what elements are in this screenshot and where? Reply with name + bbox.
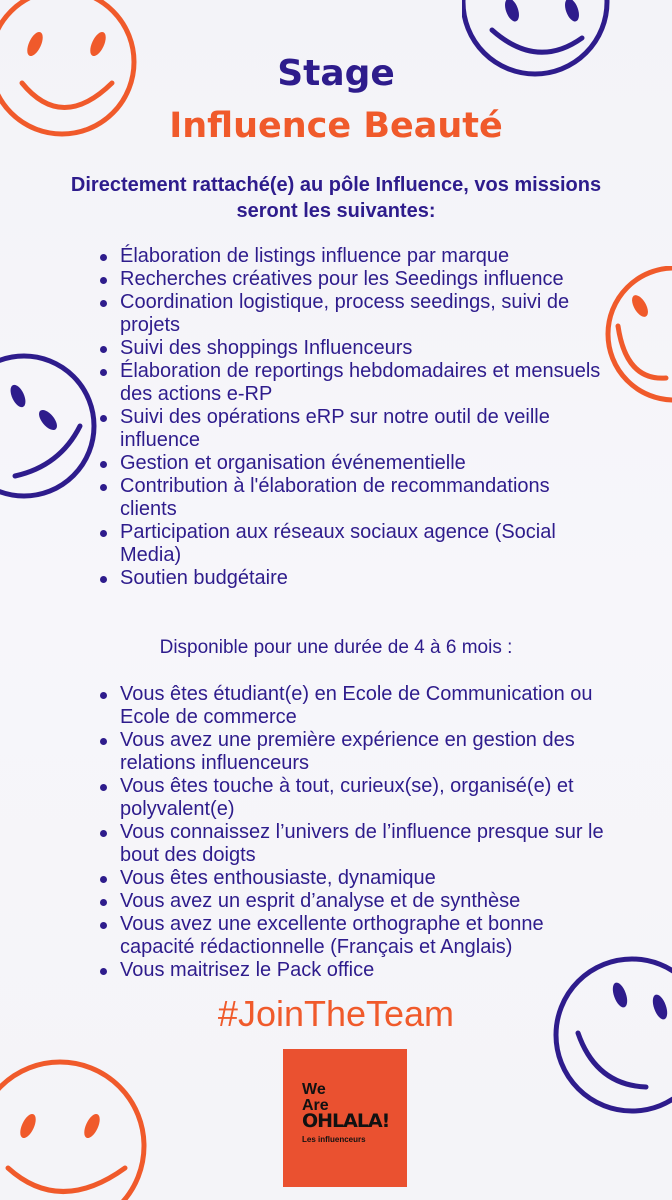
list-item: Coordination logistique, process seedings, suivi de projets — [97, 291, 607, 337]
list-item: Vous maitrisez le Pack office — [97, 959, 607, 982]
list-item: Gestion et organisation événementielle — [97, 452, 607, 475]
company-logo — [283, 1049, 407, 1187]
list-item: Vous avez une première expérience en gestion des relations influenceurs — [97, 729, 607, 775]
list-item: Soutien budgétaire — [97, 567, 607, 590]
logo-line-3: OHLALA! — [302, 1110, 390, 1132]
logo-line-1: We — [302, 1081, 326, 1098]
page-title: Stage — [277, 53, 395, 94]
list-item: Contribution à l'élaboration de recommandations clients — [97, 475, 607, 521]
list-item: Vous connaissez l’univers de l’influence presque sur le bout des doigts — [97, 821, 607, 867]
intro-text: Directement rattaché(e) au pôle Influence, vos missions seront les suivantes: — [70, 174, 602, 222]
smiley-icon — [0, 1030, 160, 1200]
list-item: Élaboration de listings influence par marque — [97, 245, 607, 268]
profile-list — [97, 683, 607, 982]
availability-text: Disponible pour une durée de 4 à 6 mois : — [159, 637, 513, 658]
smiley-icon — [596, 266, 672, 406]
logo-line-2: Are — [302, 1097, 329, 1114]
list-item: Vous êtes étudiant(e) en Ecole de Communication ou Ecole de commerce — [97, 683, 607, 729]
missions-list — [97, 245, 607, 590]
list-item: Vous avez une excellente orthographe et bonne capacité rédactionnelle (Français et Anglais) — [97, 913, 607, 959]
page-subtitle: Influence Beauté — [169, 106, 503, 146]
list-item: Recherches créatives pour les Seedings influence — [97, 268, 607, 291]
list-item: Suivi des opérations eRP sur notre outil de veille influence — [97, 406, 607, 452]
list-item: Vous avez un esprit d’analyse et de synthèse — [97, 890, 607, 913]
list-item: Vous êtes touche à tout, curieux(se), organisé(e) et polyvalent(e) — [97, 775, 607, 821]
logo-line-4: Les influenceurs — [302, 1135, 366, 1144]
list-item: Vous êtes enthousiaste, dynamique — [97, 867, 607, 890]
smiley-icon — [0, 338, 100, 518]
hashtag: #JoinTheTeam — [217, 993, 455, 1034]
list-item: Participation aux réseaux sociaux agence (Social Media) — [97, 521, 607, 567]
list-item: Suivi des shoppings Influenceurs — [97, 337, 607, 360]
list-item: Élaboration de reportings hebdomadaires et mensuels des actions e-RP — [97, 360, 607, 406]
